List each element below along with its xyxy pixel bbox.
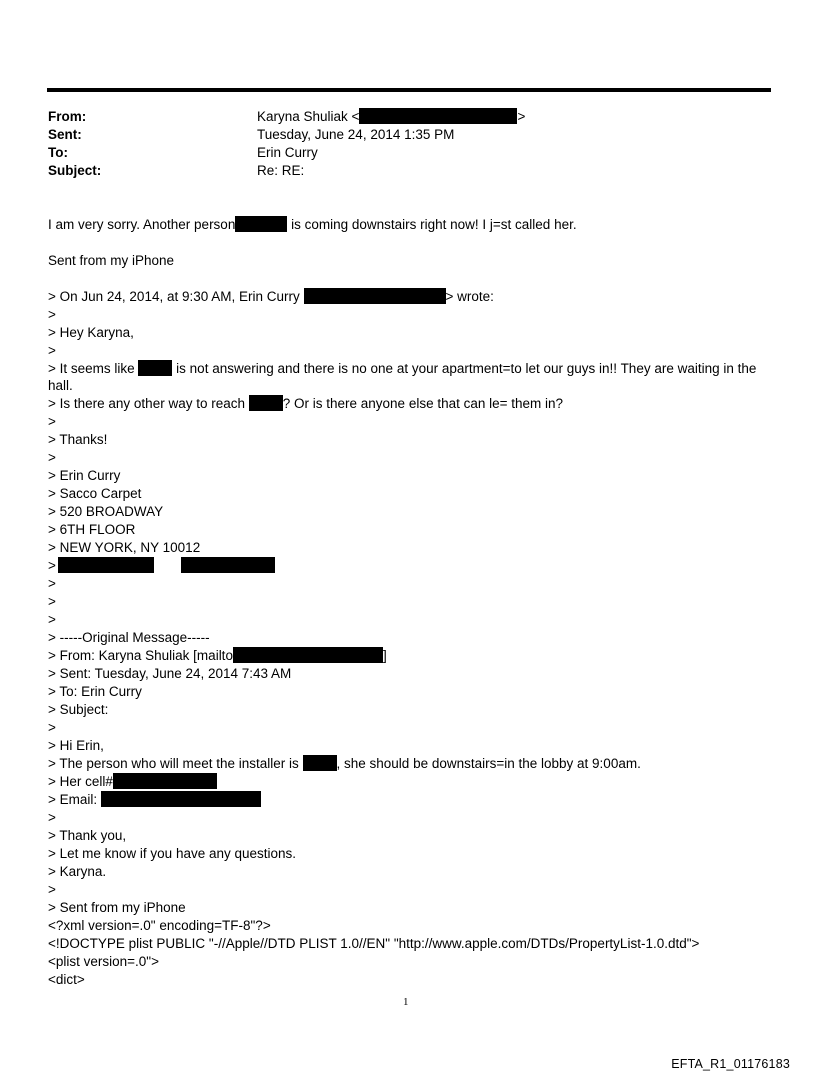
signature-line: > 6TH FLOOR xyxy=(48,522,136,537)
body-line: > xyxy=(48,307,56,322)
sent-label: Sent: xyxy=(48,127,82,142)
body-line: > xyxy=(48,450,56,465)
to-value: Erin Curry xyxy=(257,145,318,160)
signature-line: > NEW YORK, NY 10012 xyxy=(48,540,201,555)
body-line: > xyxy=(48,343,56,358)
body-line: > Thanks! xyxy=(48,432,108,447)
signature-line: > Sacco Carpet xyxy=(48,486,142,501)
subject-label: Subject: xyxy=(48,163,102,178)
sent-value: Tuesday, June 24, 2014 1:35 PM xyxy=(257,127,455,142)
body-line: > Is there any other way to reach ? Or is there anyone else that can le= them in? xyxy=(48,396,564,411)
header-rule xyxy=(47,88,771,92)
body-line: > Thank you, xyxy=(48,828,127,843)
signature-line: > xyxy=(48,557,275,575)
body-line: > Hi Erin, xyxy=(48,738,104,753)
redaction-bar xyxy=(303,755,337,771)
redaction-bar xyxy=(249,395,283,411)
body-line: > xyxy=(48,414,56,429)
body-line: <!DOCTYPE plist PUBLIC "-//Apple//DTD PLIST 1.0//EN" "http://www.apple.com/DTDs/PropertyList-1.0.dtd"> xyxy=(48,936,700,951)
body-line: > xyxy=(48,810,56,825)
body-line: > The person who will meet the installer is , she should be downstairs=in the lobby at 9:00am. xyxy=(48,756,641,771)
body-line: > Sent from my iPhone xyxy=(48,900,186,915)
body-line: Sent from my iPhone xyxy=(48,253,175,268)
body-line: > xyxy=(48,612,56,627)
redaction-bar xyxy=(101,791,261,807)
redaction-bar xyxy=(138,360,172,376)
redaction-bar xyxy=(58,557,154,573)
body-line: > Her cell# xyxy=(48,773,217,791)
redaction-bar xyxy=(233,647,383,663)
from-label: From: xyxy=(48,109,87,124)
body-line: > xyxy=(48,576,56,591)
body-line: <plist version=.0"> xyxy=(48,954,159,969)
signature-line: > 520 BROADWAY xyxy=(48,504,164,519)
body-line: > Hey Karyna, xyxy=(48,325,134,340)
original-message-divider: > -----Original Message----- xyxy=(48,630,210,645)
to-label: To: xyxy=(48,145,68,160)
body-line: I am very sorry. Another person is coming downstairs right now! I j=st called her. xyxy=(48,217,577,232)
body-line: > Let me know if you have any questions. xyxy=(48,846,297,861)
body-line: > xyxy=(48,882,56,897)
body-line: > It seems like is not answering and there is no one at your apartment=to let our guys in!! They are waiting in the xyxy=(48,361,757,376)
redaction-bar xyxy=(113,773,217,789)
redaction-bar xyxy=(359,108,517,124)
body-line: > Karyna. xyxy=(48,864,107,879)
signature-line: > Erin Curry xyxy=(48,468,121,483)
body-line: > xyxy=(48,720,56,735)
redaction-bar xyxy=(304,288,446,304)
body-line: > Email: xyxy=(48,791,261,809)
body-line: hall. xyxy=(48,378,73,393)
document-id-footer: EFTA_R1_01176183 xyxy=(671,1057,790,1071)
redaction-bar xyxy=(235,216,287,232)
body-line: > To: Erin Curry xyxy=(48,684,142,699)
page-number: 1 xyxy=(403,996,409,1008)
body-line: > Subject: xyxy=(48,702,109,717)
body-line: <?xml version=.0" encoding=TF-8"?> xyxy=(48,918,271,933)
body-line: <dict> xyxy=(48,972,85,987)
redaction-bar xyxy=(181,557,275,573)
body-line: > xyxy=(48,594,56,609)
from-value: Karyna Shuliak < > xyxy=(257,109,526,124)
body-line: > From: Karyna Shuliak [mailto ] xyxy=(48,648,387,663)
body-line: > On Jun 24, 2014, at 9:30 AM, Erin Curry > wrote: xyxy=(48,289,494,304)
subject-value: Re: RE: xyxy=(257,163,305,178)
body-line: > Sent: Tuesday, June 24, 2014 7:43 AM xyxy=(48,666,292,681)
